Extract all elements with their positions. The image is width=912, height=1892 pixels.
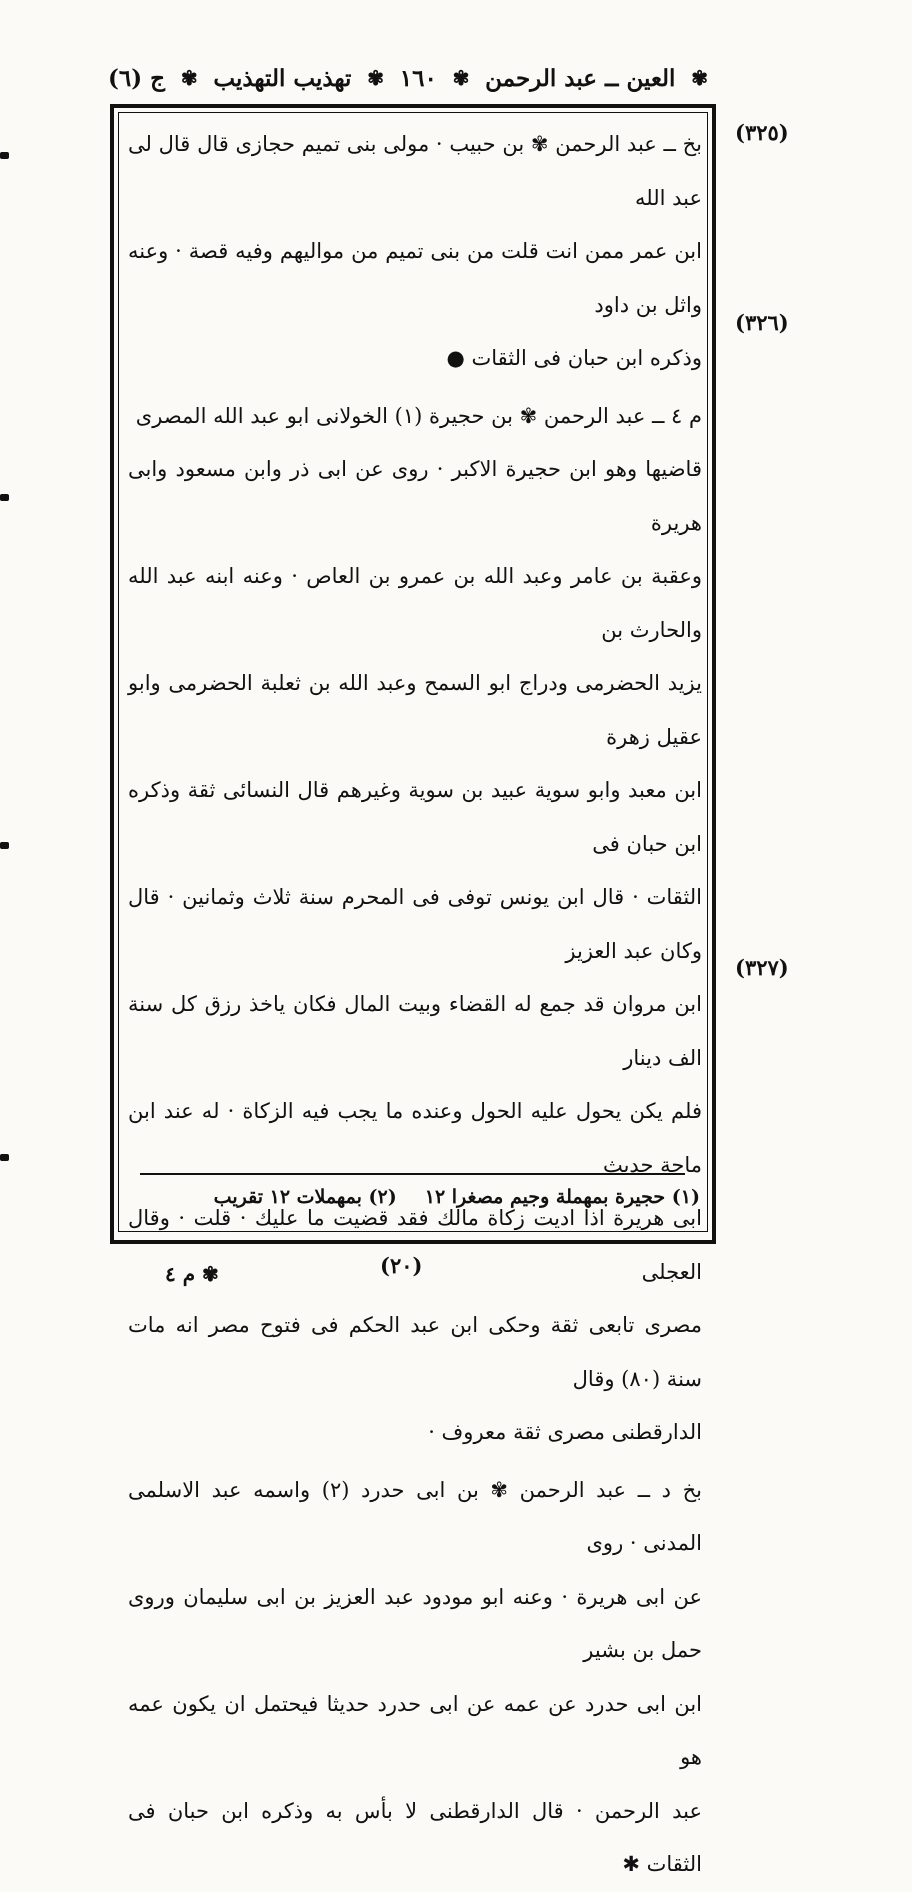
text-line: يزيد الحضرمى ودراج ابو السمح وعبد الله بن ثعلبة الحضرمى وابو عقيل زهرة bbox=[128, 671, 702, 749]
text-line: عبد الرحمن · قال الدارقطنى لا بأس به وذكره ابن حبان فى الثقات ✱ bbox=[128, 1798, 702, 1876]
biography-entry-327 bbox=[128, 1464, 702, 1892]
header-section: العين ــ عبد الرحمن bbox=[485, 64, 676, 92]
flower-ornament-icon: ✾ bbox=[367, 66, 384, 90]
biography-entry-325 bbox=[128, 118, 702, 386]
text-line: ابن ابى حدرد عن عمه عن ابى حدرد حديثا فيحتمل ان يكون عمه هو bbox=[128, 1691, 702, 1769]
footnote-2: (٢) بمهملات ١٢ تقريب bbox=[213, 1186, 397, 1208]
footnote-divider bbox=[140, 1173, 685, 1175]
main-text bbox=[128, 118, 702, 1892]
edge-mark bbox=[0, 842, 9, 849]
text-line: الثقات · قال ابن يونس توفى فى المحرم سنة ثلاث وثمانين · قال وكان عبد العزيز bbox=[128, 885, 702, 963]
flower-ornament-icon: ✾ bbox=[180, 66, 198, 90]
text-line: وعقبة بن عامر وعبد الله بن عمرو بن العاص · وعنه ابنه عبد الله والحارث بن bbox=[128, 564, 702, 642]
entry-number-327: (٣٢٧) bbox=[735, 955, 789, 980]
text-line: فلم يكن يحول عليه الحول وعنده ما يجب فيه الزكاة · له عند ابن ماجة حديث bbox=[128, 1099, 702, 1177]
footnote-1: (١) حجيرة بمهملة وجيم مصغرا ١٢ bbox=[424, 1186, 700, 1208]
edge-mark bbox=[0, 494, 9, 501]
header-page-number: ١٦٠ bbox=[399, 64, 437, 92]
text-line: بخ د ــ عبد الرحمن ✾ بن ابى حدرد (٢) واسمه عبد الاسلمى المدنى · روى bbox=[128, 1477, 702, 1555]
header-book-title: تهذيب التهذيب bbox=[213, 64, 352, 92]
text-line: مصرى تابعى ثقة وحكى ابن عبد الحكم فى فتوح مصر انه مات سنة (٨٠) وقال bbox=[128, 1313, 702, 1391]
text-line: وذكره ابن حبان فى الثقات ● bbox=[446, 346, 702, 370]
text-line: ابى هريرة اذا اديت زكاة مالك فقد قضيت ما عليك · قلت · وقال العجلى bbox=[128, 1206, 702, 1284]
running-header bbox=[108, 58, 708, 98]
footnotes bbox=[140, 1186, 700, 1220]
text-line: الدارقطنى مصرى ثقة معروف · bbox=[428, 1420, 702, 1444]
text-line: ابن عمر ممن انت قلت من بنى تميم من مواليهم وفيه قصة · وعنه واثل بن داود bbox=[128, 239, 702, 317]
page-number: (٢٠) bbox=[380, 1253, 423, 1278]
flower-ornament-icon: ✾ bbox=[691, 66, 708, 90]
entry-number-326: (٣٢٦) bbox=[735, 310, 789, 335]
edge-mark bbox=[0, 1154, 9, 1161]
biography-entry-326 bbox=[128, 390, 702, 1460]
signature-mark: ✾ م ٤ bbox=[165, 1262, 219, 1286]
entry-number-325: (٣٢٥) bbox=[735, 120, 789, 145]
text-line: ابن معبد وابو سوية عبيد بن سوية وغيرهم قال النسائى ثقة وذكره ابن حبان فى bbox=[128, 778, 702, 856]
text-line: بخ ــ عبد الرحمن ✾ بن حبيب · مولى بنى تميم حجازى قال قال لى عبد الله bbox=[128, 132, 702, 210]
text-line: عن ابى هريرة · وعنه ابو مودود عبد العزيز بن ابى سليمان وروى حمل بن بشير bbox=[128, 1584, 702, 1662]
edge-mark bbox=[0, 152, 9, 159]
text-line: ابن مروان قد جمع له القضاء وبيت المال فكان ياخذ رزق كل سنة الف دينار bbox=[128, 992, 702, 1070]
text-line: قاضيها وهو ابن حجيرة الاكبر · روى عن ابى ذر وابن مسعود وابى هريرة bbox=[128, 457, 702, 535]
flower-ornament-icon: ✾ bbox=[452, 66, 470, 90]
header-volume: ج (٦) bbox=[108, 64, 166, 92]
text-line: م ٤ ــ عبد الرحمن ✾ بن حجيرة (١) الخولانى ابو عبد الله المصرى bbox=[135, 403, 702, 428]
